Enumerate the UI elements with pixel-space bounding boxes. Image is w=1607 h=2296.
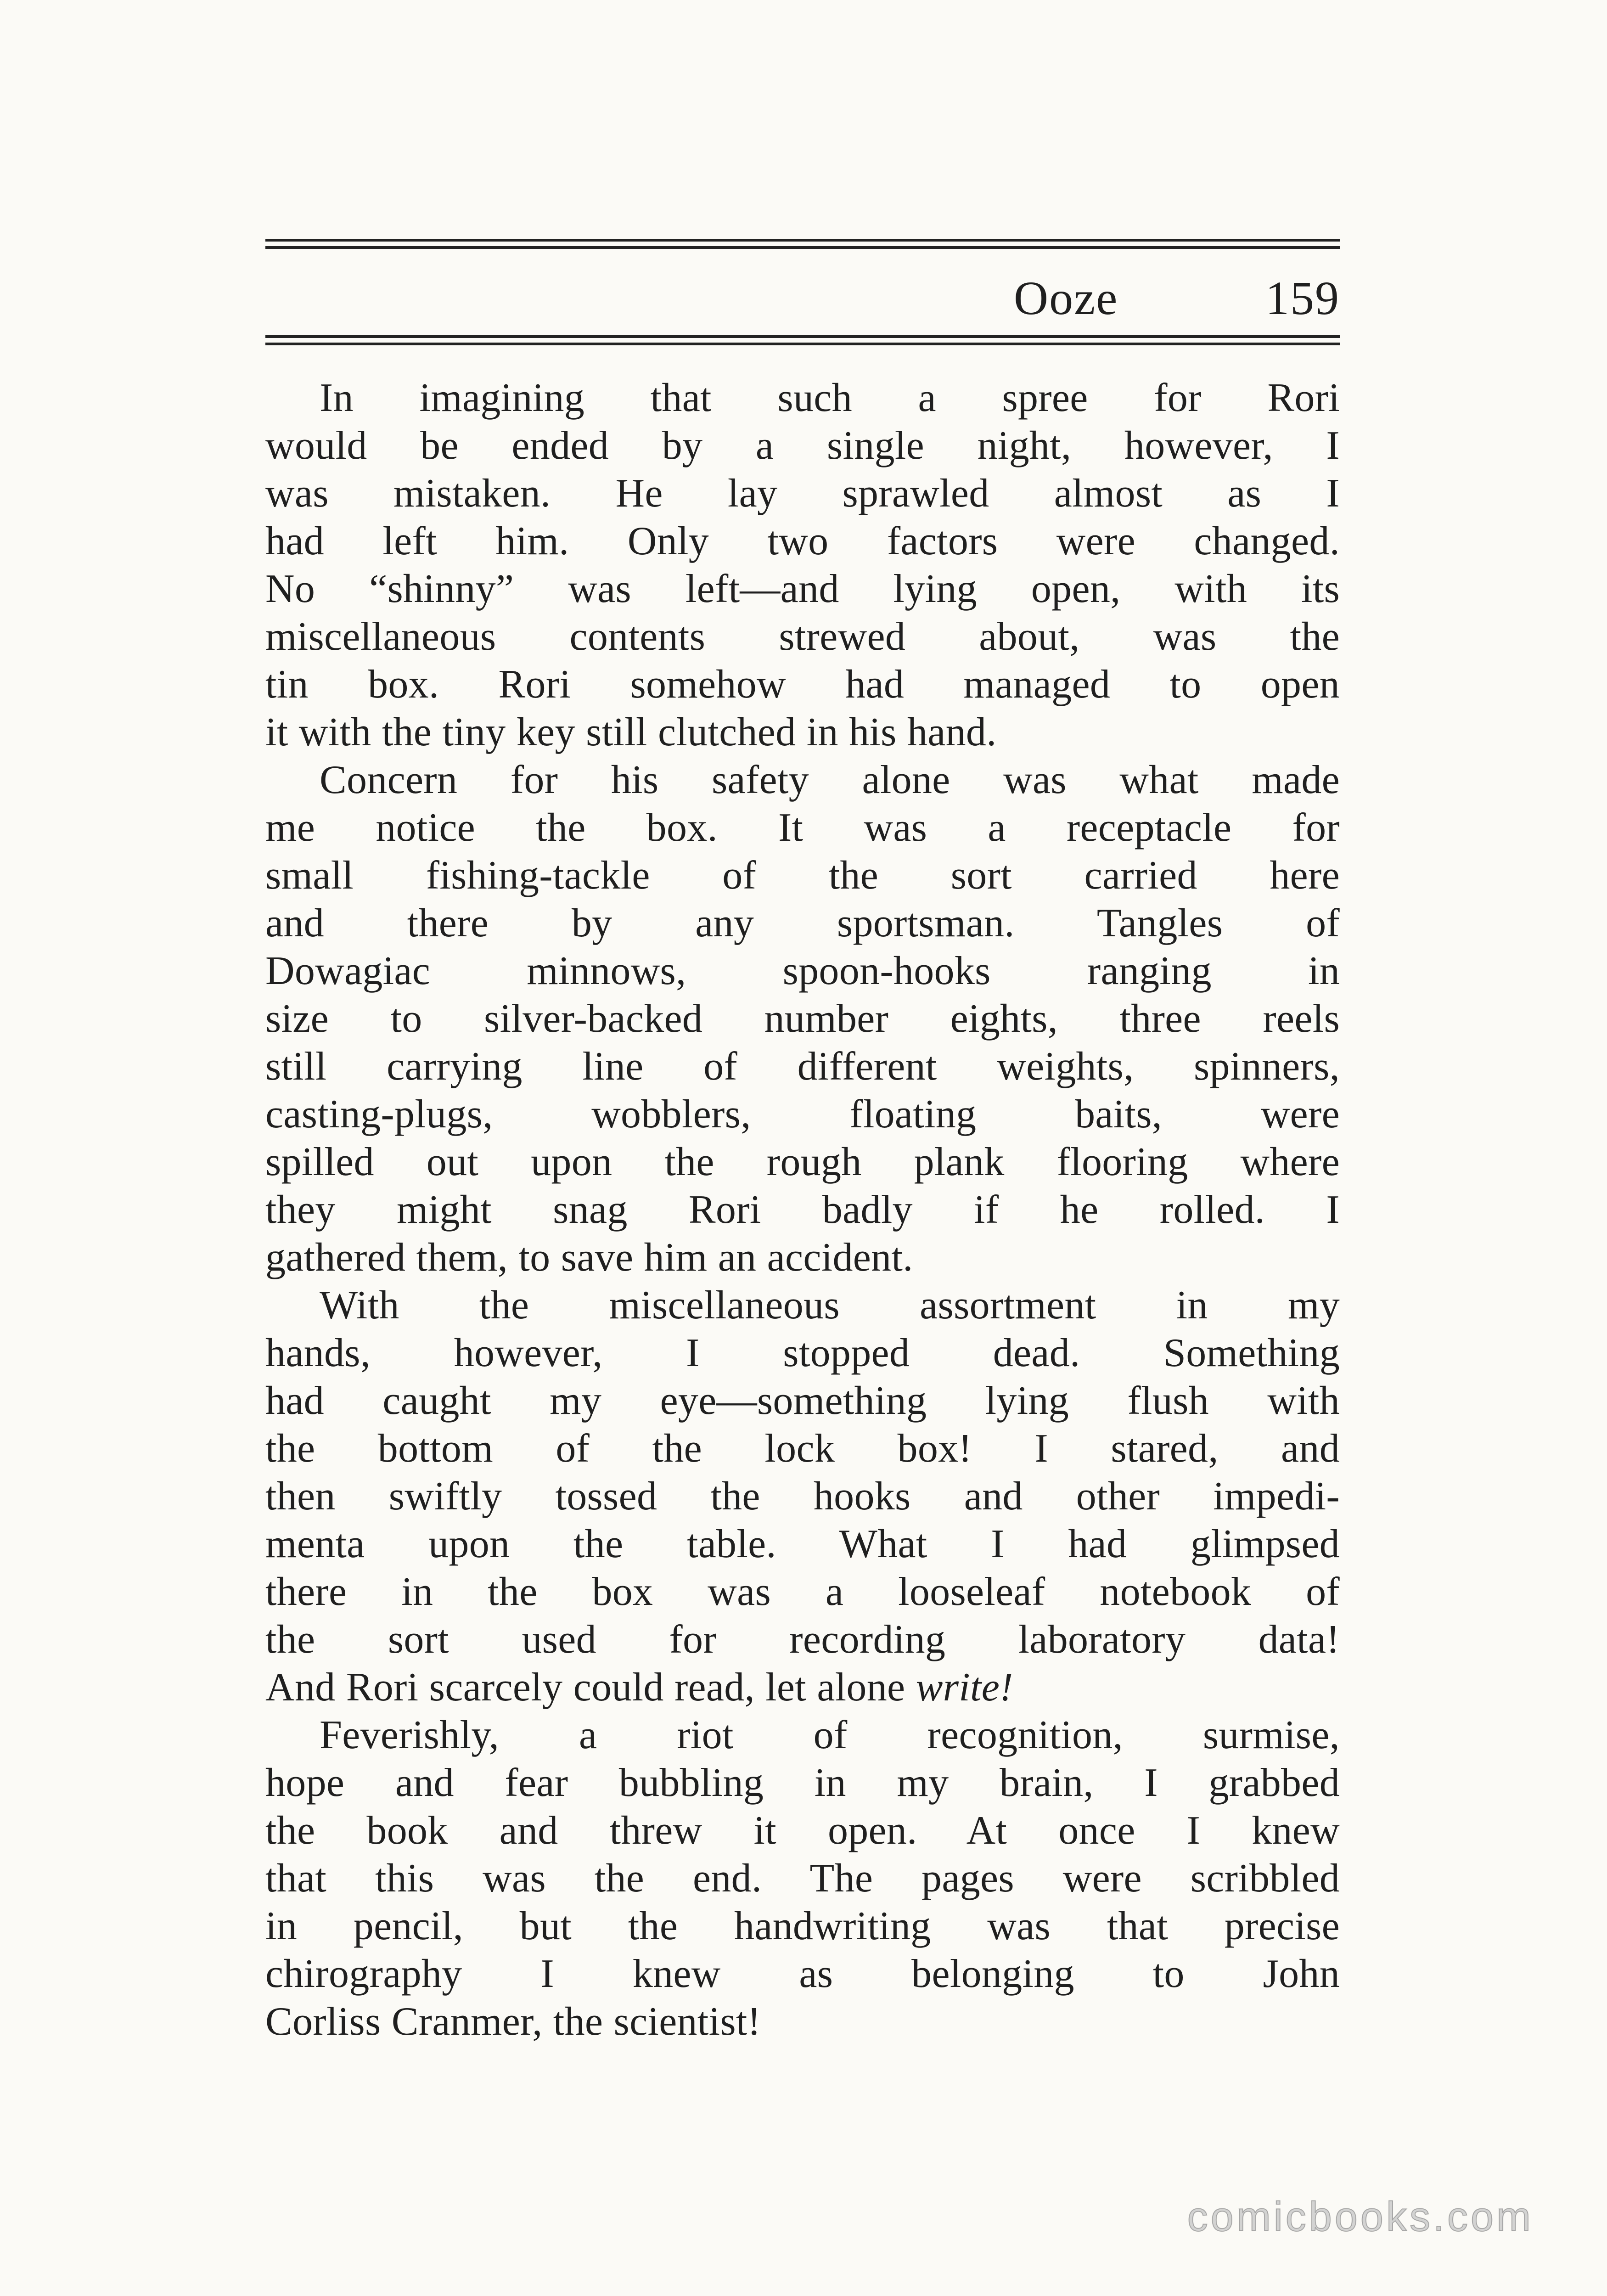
text-line <box>265 1664 1340 1711</box>
paragraph-3 <box>265 1282 1340 1711</box>
text-line: tin box. Rori somehow had managed to open <box>265 662 1340 707</box>
page-header <box>265 262 1340 326</box>
top-double-rule <box>265 239 1340 249</box>
text-line: was mistaken. He lay sprawled almost as I <box>265 471 1340 516</box>
text-line: menta upon the table. What I had glimpsed <box>265 1522 1340 1566</box>
text-line: the bottom of the lock box! I stared, and <box>265 1426 1340 1471</box>
bottom-rule-line-1 <box>265 335 1340 338</box>
italic-emphasis: write! <box>916 1665 1013 1710</box>
text-line: casting-plugs, wobblers, floating baits, were <box>265 1092 1340 1137</box>
body-text <box>265 374 1340 2046</box>
text-fragment: And Rori scarcely could read, let alone <box>265 1665 905 1710</box>
text-line: chirography I knew as belonging to John <box>265 1952 1340 1996</box>
text-line: hands, however, I stopped dead. Something <box>265 1331 1340 1375</box>
text-line: they might snag Rori badly if he rolled. I <box>265 1187 1340 1232</box>
text-line: miscellaneous contents strewed about, was the <box>265 614 1340 659</box>
text-line: No “shinny” was left—and lying open, with its <box>265 567 1340 611</box>
text-line: spilled out upon the rough plank flooring where <box>265 1140 1340 1184</box>
top-rule-line-2 <box>265 246 1340 249</box>
text-line: me notice the box. It was a receptacle for <box>265 805 1340 850</box>
running-title: Ooze <box>1014 272 1118 325</box>
text-line: would be ended by a single night, however, I <box>265 423 1340 468</box>
text-line: had caught my eye—something lying flush with <box>265 1379 1340 1423</box>
text-line: Dowagiac minnows, spoon-hooks ranging in <box>265 949 1340 993</box>
text-line: hope and fear bubbling in my brain, I grabbed <box>265 1761 1340 1805</box>
text-line: Corliss Cranmer, the scientist! <box>265 1999 761 2044</box>
text-line: With the miscellaneous assortment in my <box>320 1283 1340 1328</box>
top-rule-line-1 <box>265 239 1340 242</box>
text-line: the book and threw it open. At once I knew <box>265 1808 1340 1853</box>
text-line: then swiftly tossed the hooks and other impedi- <box>265 1474 1340 1519</box>
text-line: Concern for his safety alone was what made <box>320 758 1340 802</box>
paragraph-1 <box>265 374 1340 756</box>
text-line: gathered them, to save him an accident. <box>265 1235 913 1280</box>
paragraph-2 <box>265 756 1340 1282</box>
bottom-double-rule <box>265 335 1340 345</box>
bottom-rule-line-2 <box>265 343 1340 345</box>
text-line: it with the tiny key still clutched in his hand. <box>265 710 997 754</box>
text-line: that this was the end. The pages were scribbled <box>265 1856 1340 1901</box>
text-line: and there by any sportsman. Tangles of <box>265 901 1340 945</box>
text-line: In imagining that such a spree for Rori <box>320 376 1340 420</box>
text-line: had left him. Only two factors were changed. <box>265 519 1340 563</box>
text-line: in pencil, but the handwriting was that precise <box>265 1904 1340 1948</box>
watermark-logo: comicbooks.com <box>1187 2194 1534 2240</box>
page-number: 159 <box>1265 272 1340 325</box>
text-line: the sort used for recording laboratory data! <box>265 1617 1340 1662</box>
text-line: there in the box was a looseleaf notebook of <box>265 1570 1340 1614</box>
text-line: size to silver-backed number eights, three reels <box>265 996 1340 1041</box>
paragraph-4 <box>265 1711 1340 2046</box>
text-line: still carrying line of different weights, spinners, <box>265 1044 1340 1089</box>
text-line: Feverishly, a riot of recognition, surmise, <box>320 1713 1340 1757</box>
text-line: small fishing-tackle of the sort carried here <box>265 853 1340 898</box>
